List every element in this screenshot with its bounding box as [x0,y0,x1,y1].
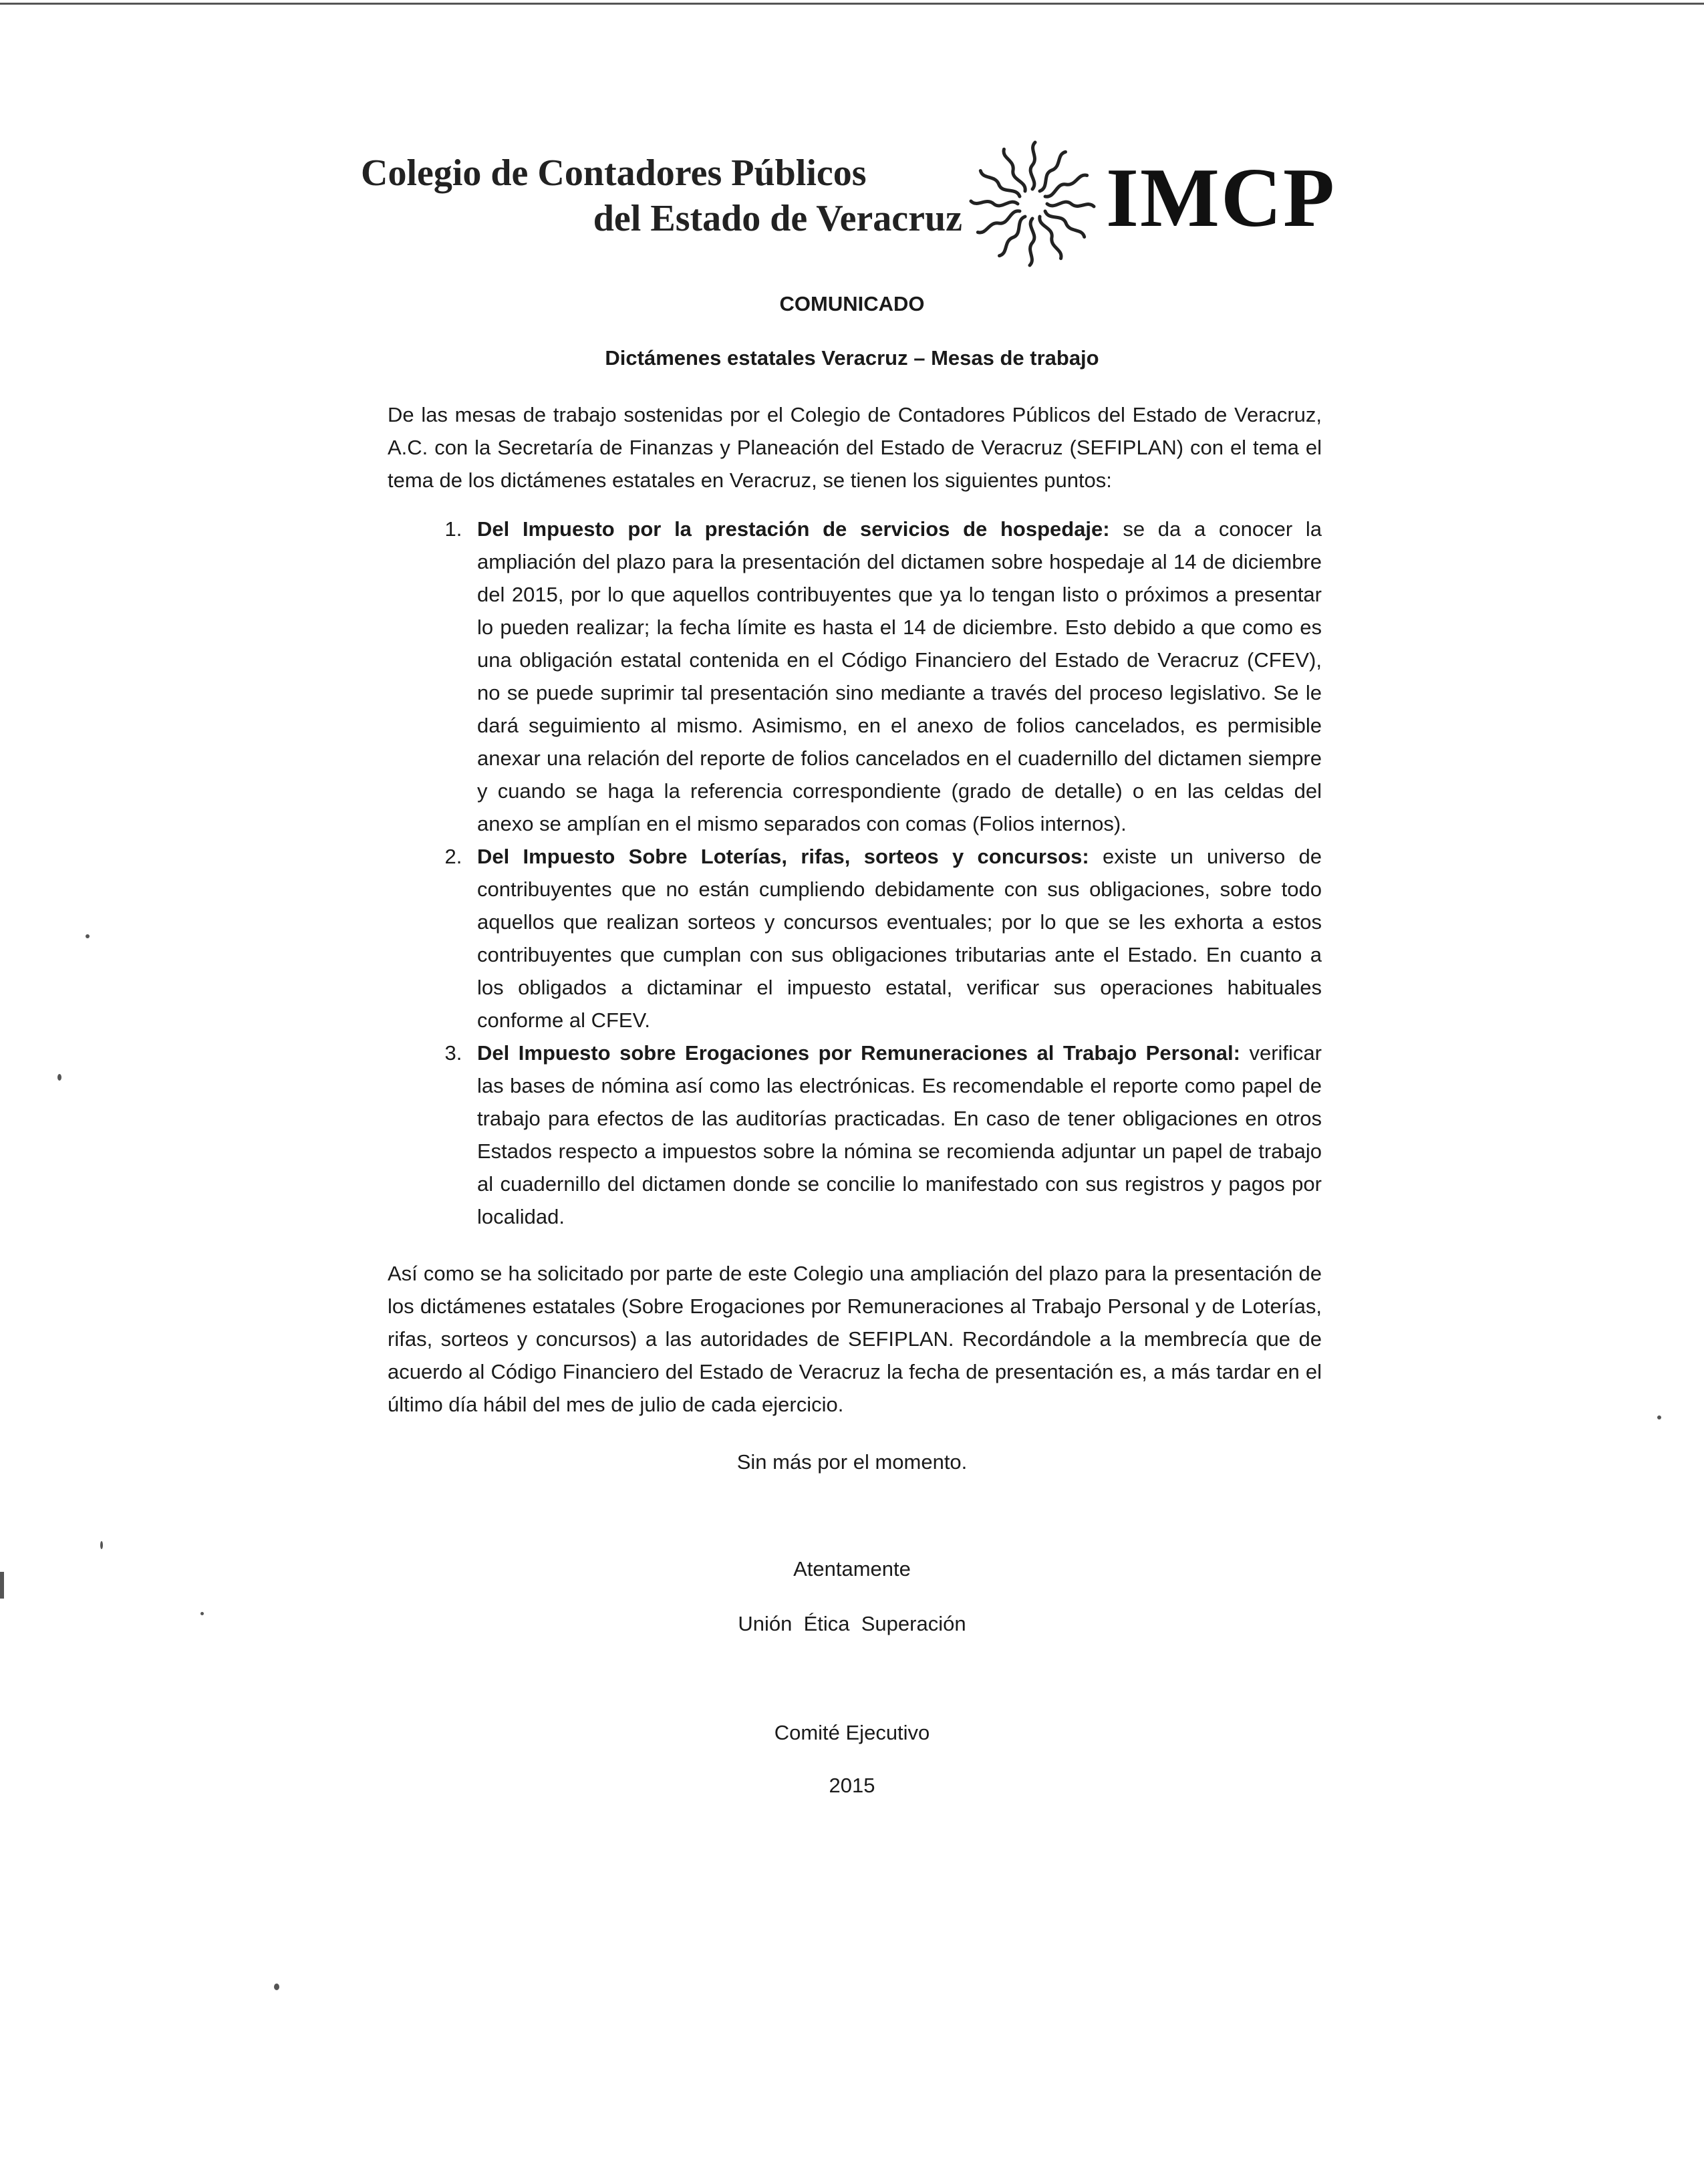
scan-speck [86,934,90,938]
scan-speck [100,1541,103,1549]
college-name-line-1: Colegio de Contadores Públicos [361,152,867,194]
document-title: COMUNICADO [779,292,925,315]
point-heading: Del Impuesto sobre Erogaciones por Remuneraciones al Trabajo Personal: [477,1041,1240,1065]
point-text: verificar las bases de nómina así como las electrónicas. Es recomendable el reporte como papel de trabajo para efectos de las auditorías practicadas. En caso de tener obligaciones en otros Estados respecto a impuestos sobre la nómina se recomienda adjuntar un papel de trabajo al cuadernillo del dictamen donde se concilie lo manifestado con sus registros y pagos por localidad. [477,1041,1322,1228]
scan-edge-mark [0,1572,4,1599]
point-heading: Del Impuesto Sobre Loterías, rifas, sorteos y concursos: [477,845,1089,868]
closing-paragraph: Así como se ha solicitado por parte de este Colegio una ampliación del plazo para la presentación de los dictámenes estatales (Sobre Erogaciones por Remuneraciones al Trabajo Personal y de Loterías, rifas, sorteos y concursos) a las autoridades de SEFIPLAN. Recordándole a la membrecía que de acuerdo al Código Financiero del Estado de Veracruz la fecha de presentación es, a más tardar en el último día hábil del mes de julio de cada ejercicio. [388,1262,1322,1416]
point-heading: Del Impuesto por la prestación de servicios de hospedaje: [477,517,1110,541]
point-item [468,840,1322,1037]
point-text: se da a conocer la ampliación del plazo para la presentación del dictamen sobre hospedaje al 14 de diciembre del 2015, por lo que aquellos contribuyentes que ya lo tengan listo o próximos a presentar lo pueden realizar; la fecha límite es hasta el 14 de diciembre. Esto debido a que como es una obligación estatal contenida en el Código Financiero del Estado de Veracruz (CFEV), no se puede suprimir tal presentación sino mediante a través del proceso legislativo. Se le dará seguimiento al mismo. Asimismo, en el anexo de folios cancelados, es permisible anexar una relación del reporte de folios cancelados en el cuadernillo del dictamen siempre y cuando se haga la referencia correspondiente (grado de detalle) o en las celdas del anexo se amplían en el mismo separados con comas (Folios internos). [477,517,1322,835]
scan-speck [274,1984,279,1990]
committee-line: Comité Ejecutivo [774,1721,930,1744]
scan-speck [200,1612,204,1615]
motto-line: Unión Ética Superación [738,1612,966,1635]
point-item [468,513,1322,840]
scan-speck [1657,1415,1661,1419]
document-body [388,398,1322,1233]
farewell-line: Sin más por el momento. [736,1450,968,1474]
college-name [361,150,962,241]
points-list [388,513,1322,1233]
point-text: existe un universo de contribuyentes que no están cumpliendo debidamente con sus obligaciones, sobre todo aquellos que realizan sorteos y concursos eventuales; por lo que se les exhorta a estos contribuyentes que cumplan con sus obligaciones tributarias ante el Estado. En cuanto a los obligados a dictaminar el impuesto estatal, verificar sus operaciones habituales conforme al CFEV. [477,845,1322,1032]
letterhead [361,137,1336,271]
point-item [468,1037,1322,1233]
document-subtitle: Dictámenes estatales Veracruz – Mesas de trabajo [605,346,1099,370]
imcp-emblem-icon [966,137,1099,271]
college-name-line-2: del Estado de Veracruz [593,198,962,239]
imcp-logo-text: IMCP [1106,152,1336,245]
scan-speck [57,1074,61,1081]
scan-top-edge [0,3,1704,5]
year-line: 2015 [829,1774,875,1797]
regards-line: Atentamente [793,1557,911,1581]
intro-paragraph: De las mesas de trabajo sostenidas por el Colegio de Contadores Públicos del Estado de Veracruz, A.C. con la Secretaría de Finanzas y Planeación del Estado de Veracruz (SEFIPLAN) con el tema el tema de los dictámenes estatales en Veracruz, se tienen los siguientes puntos: [388,403,1322,492]
